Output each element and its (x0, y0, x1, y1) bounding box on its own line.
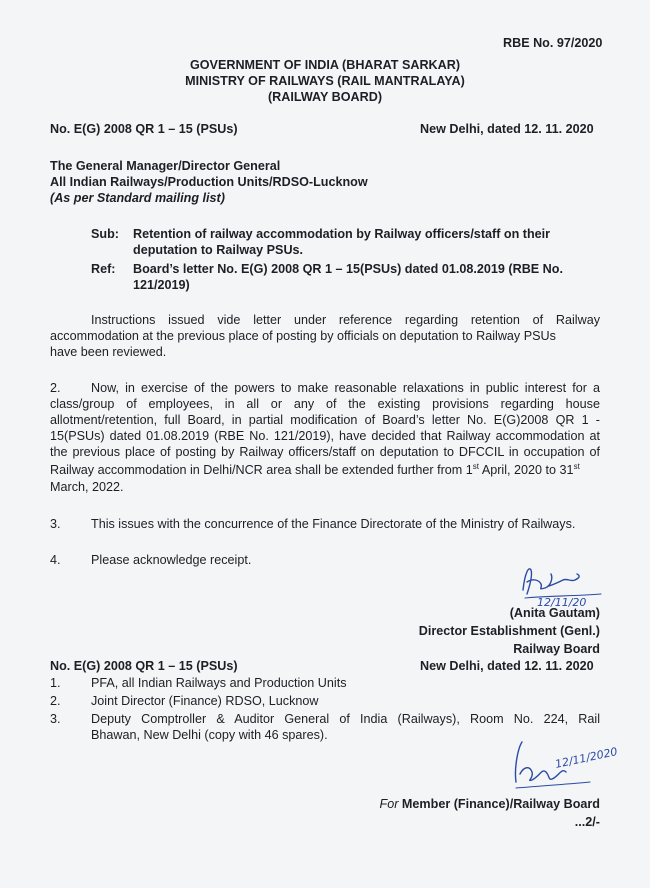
copy-item-3-number: 3. (50, 712, 61, 726)
signatory-name: (Anita Gautam) (509, 606, 600, 620)
copy-item-2-number: 2. (50, 694, 61, 708)
subject-label: Sub: (91, 227, 119, 241)
letter-reference-number: No. E(G) 2008 QR 1 – 15 (PSUs) (50, 122, 238, 136)
for-member-text: Member (Finance)/Railway Board (398, 797, 600, 811)
signature-date-1: 12/11/20 (537, 596, 587, 609)
letter-place-date: New Delhi, dated 12. 11. 2020 (420, 122, 594, 136)
copy-place-date: New Delhi, dated 12. 11. 2020 (420, 659, 594, 673)
para2-superscript-1: st (472, 461, 480, 471)
para2-line-5: the previous place of posting by Railway officers/staff on deputation to DFCCIL in occupation of (50, 445, 600, 459)
rbe-number: RBE No. 97/2020 (503, 36, 603, 50)
addressee-line-2: All Indian Railways/Production Units/RDSO-Lucknow (50, 175, 368, 189)
signature-mark-2 (510, 738, 625, 796)
director-signature (515, 560, 605, 610)
subject-line-1: Retention of railway accommodation by Railway officers/staff on their (133, 227, 551, 241)
addressee-line-1: The General Manager/Director General (50, 159, 281, 173)
para2-superscript-2: st (573, 461, 580, 471)
signatory-designation: Director Establishment (Genl.) (418, 624, 600, 638)
para1-line-2: accommodation at the previous place of posting by officials on deputation to Railway PSUs (50, 329, 556, 343)
next-page-indicator: ...2/- (574, 815, 600, 829)
signatory-organisation: Railway Board (513, 642, 600, 656)
para2-line-7: March, 2022. (50, 480, 124, 494)
member-finance-signature (510, 738, 625, 796)
copy-item-1-number: 1. (50, 676, 61, 690)
copy-item-3-line-2: Bhawan, New Delhi (copy with 46 spares). (91, 728, 328, 742)
para2-line-4: 15(PSUs) dated 01.08.2019 (RBE No. 121/2019), have decided that Railway accommodation at (50, 429, 600, 443)
para2-line-1: Now, in exercise of the powers to make reasonable relaxations in public interest for a (91, 381, 600, 395)
for-member-finance (300, 796, 600, 812)
para1-line-1: Instructions issued vide letter under reference regarding retention of Railway (91, 313, 600, 327)
para2-line-6 (50, 462, 580, 478)
para2-line-6-part-a: Railway accommodation in Delhi/NCR area shall be extended further from 1 (50, 463, 473, 477)
header-line-3: (RAILWAY BOARD) (267, 90, 383, 104)
reference-line-2: 121/2019) (133, 278, 190, 292)
addressee-line-3: (As per Standard mailing list) (50, 191, 225, 205)
reference-label: Ref: (91, 262, 116, 276)
header-line-1: GOVERNMENT OF INDIA (BHARAT SARKAR) (189, 58, 461, 72)
para2-line-6-part-b: April, 2020 to 31 (479, 463, 574, 477)
copy-item-2-text: Joint Director (Finance) RDSO, Lucknow (91, 694, 319, 708)
header-line-2: MINISTRY OF RAILWAYS (RAIL MANTRALAYA) (185, 74, 465, 88)
reference-line-1: Board’s letter No. E(G) 2008 QR 1 – 15(PSUs) dated 01.08.2019 (RBE No. (133, 262, 563, 276)
for-word: For (379, 797, 399, 811)
copy-item-3-line-1: Deputy Comptroller & Auditor General of India (Railways), Room No. 224, Rail (91, 712, 600, 726)
para4-number: 4. (50, 553, 61, 567)
para3-number: 3. (50, 517, 61, 531)
copy-reference-number: No. E(G) 2008 QR 1 – 15 (PSUs) (50, 659, 238, 673)
copy-item-1-text: PFA, all Indian Railways and Production Units (91, 676, 347, 690)
para2-line-2: class/group of employees, in all or any of the existing provisions regarding house (50, 397, 600, 411)
para2-number: 2. (50, 381, 61, 395)
para3-text: This issues with the concurrence of the Finance Directorate of the Ministry of Railways. (91, 517, 576, 531)
para4-text: Please acknowledge receipt. (91, 553, 252, 567)
signature-date-2: 12/11/2020 (553, 745, 619, 771)
para1-line-3: have been reviewed. (50, 345, 167, 359)
para2-line-3: allotment/retention, full Board, in partial modification of Board’s letter No. E(G)2008 QR 1 - (50, 413, 600, 427)
signature-mark-1 (515, 560, 605, 610)
subject-line-2: deputation to Railway PSUs. (133, 243, 304, 257)
